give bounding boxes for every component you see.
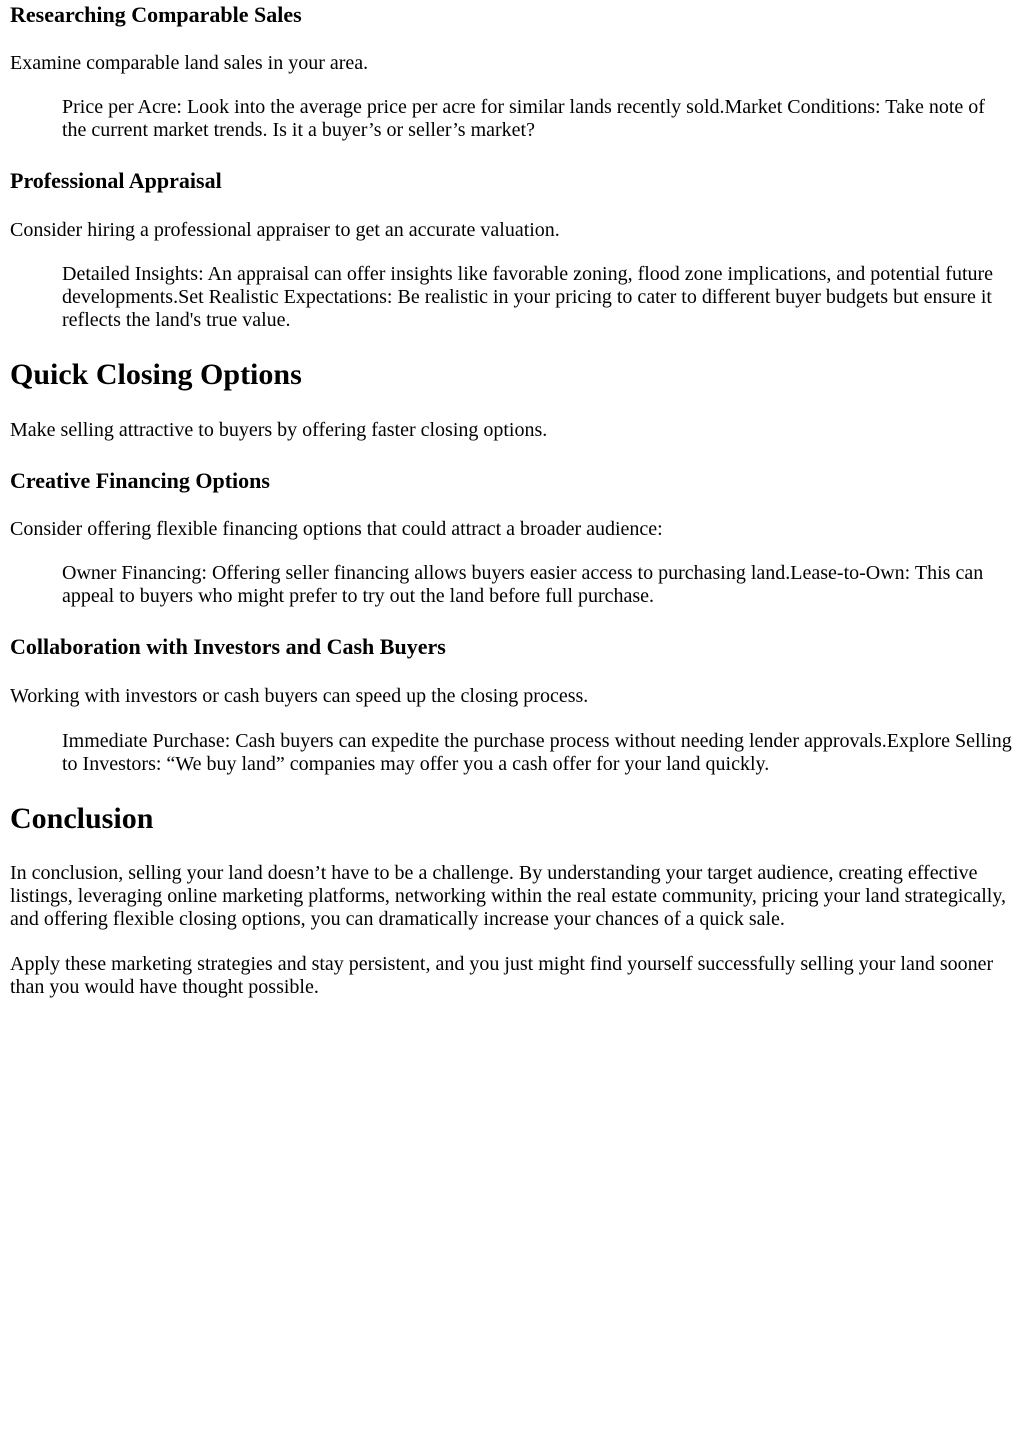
paragraph-investors-intro: Working with investors or cash buyers can speed up the closing process. <box>10 685 589 707</box>
blockquote-financing-details: Owner Financing: Offering seller financing allows buyers easier access to purchasing land.Lease-to-Own: This can appeal to buyers who might prefer to try out the land before full purchase. <box>62 562 984 607</box>
paragraph-appraisal-intro: Consider hiring a professional appraiser to get an accurate valuation. <box>10 219 560 241</box>
paragraph-quick-closing-intro: Make selling attractive to buyers by offering faster closing options. <box>10 419 548 441</box>
paragraph-financing-intro: Consider offering flexible financing options that could attract a broader audience: <box>10 518 663 540</box>
section-heading-creative-financing: Creative Financing Options <box>10 468 270 493</box>
section-heading-quick-closing-options: Quick Closing Options <box>10 358 302 391</box>
section-heading-professional-appraisal: Professional Appraisal <box>10 168 222 193</box>
section-heading-comparable-sales: Researching Comparable Sales <box>10 2 302 27</box>
paragraph-comparable-intro: Examine comparable land sales in your area. <box>10 52 369 74</box>
paragraph-conclusion-2: Apply these marketing strategies and stay persistent, and you just might find yourself successfully selling your land sooner than you would have thought possible. <box>10 953 994 998</box>
section-heading-investors-cash-buyers: Collaboration with Investors and Cash Buyers <box>10 634 446 659</box>
section-heading-conclusion: Conclusion <box>10 802 154 835</box>
blockquote-comparable-details: Price per Acre: Look into the average price per acre for similar lands recently sold.Market Conditions: Take note of the current market trends. Is it a buyer’s or seller’s market? <box>62 96 985 141</box>
blockquote-appraisal-details: Detailed Insights: An appraisal can offer insights like favorable zoning, flood zone implications, and potential future developments.Set Realistic Expectations: Be realistic in your pricing to cater to different buyer budgets but ensure it reflects the land's true value. <box>62 263 994 331</box>
paragraph-conclusion-1: In conclusion, selling your land doesn’t have to be a challenge. By understanding your target audience, creating effective listings, leveraging online marketing platforms, networking within the real estate community, pricing your land strategically, and offering flexible closing options, you can dramatically increase your chances of a quick sale. <box>10 862 1007 930</box>
blockquote-investors-details: Immediate Purchase: Cash buyers can expedite the purchase process without needing lender approvals.Explore Selling to Investors: “We buy land” companies may offer you a cash offer for your land quickly. <box>62 730 1012 775</box>
